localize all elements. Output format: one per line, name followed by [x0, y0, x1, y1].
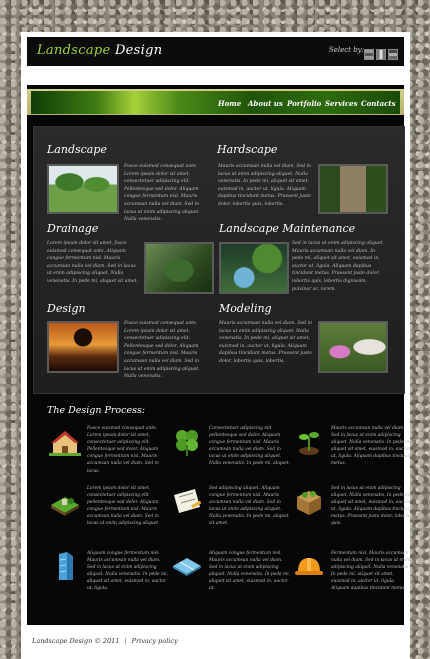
select-by-label: Select by: [328, 46, 364, 54]
process-text: Consectetuer adipiscing elit pellentesque sed dolor. Aliquam congue fermentum nisl. Mauris accumsan nulla vel diam. Sed in lacus ut enim adipiscing aliquet. Nulla venenatis. In pede mi, aliquet. [209, 426, 291, 467]
sprout-icon [293, 425, 325, 457]
section-title-landscape[interactable]: Landscape [47, 143, 107, 156]
nav-contacts[interactable]: Contacts [361, 99, 396, 108]
logo-part2: Design [114, 43, 163, 58]
building-icon [49, 550, 81, 582]
logo-part1: Landscape [37, 43, 111, 58]
maintenance-text: Sed in lacus ut enim adipiscing aliquet. Mauris accumsan nulla vel diam. In pede mi, aliquet sit amet, euismod in, auctor ut, ligula. Aliquam dapibus tincidunt metus. Praesent justo dolor, lobortis quis, lobortis dignissim, pulvinar ac, lorem. [292, 241, 384, 292]
process-text: Aliquam congue fermentum nisl. Mauris accumsan nulla vel diam. Sed in lacus ut enim adipiscing aliquet. Nulla venenatis. In pede mi, aliquet sit amet, euismod in, auctor ut. [209, 551, 291, 592]
modeling-image[interactable] [318, 321, 388, 373]
section-title-design[interactable]: Design [47, 302, 86, 315]
floor-plan-icon [171, 550, 203, 582]
modeling-text: Mauris accumsan nulla vel diam. Sed in lacus ut enim adipiscing aliquet. Nulla venenatis. In pede mi, aliquet sit amet, euismod in, auctor ut, ligula. Aliquam dapibus tincidunt metus. Praesent justo dolor, lobortis quis, lobortis. [219, 321, 313, 364]
logo[interactable] [37, 43, 162, 58]
drainage-text: Lorem ipsum dolor sit amet, fusce euismod consequat ante. Aliquam congue fermentum nisl. Mauris accumsan nulla vel diam. Sed in lacus ut enim adipiscing aliquet. Nulla venenatis. In pede mi, aliquet sit amet. [47, 241, 138, 284]
process-text: Fermentum nisl. Mauris accumsan nulla vel diam. Sed in lacus ut enim adipiscing aliquet. Nulla venenatis. In pede mi, aliquet sit amet, euismod in, auctor ut, ligula. Aliquam dapibus tincidunt metus. [331, 551, 411, 592]
process-item [49, 550, 169, 605]
copyright: Landscape Design © 2011 [32, 637, 120, 645]
process-item [293, 550, 413, 605]
hardscape-image[interactable] [318, 164, 388, 214]
maintenance-image[interactable] [219, 242, 289, 294]
nav-home[interactable]: Home [218, 99, 242, 108]
flag-icon[interactable] [388, 49, 398, 60]
landscape-text: Fusce euismod consequat ante. Lorem ipsum dolor sit amet, consectetuer adipiscing elit. Pellentesque sed dolor. Aliquam congue fermentum nisl. Mauris accumsan nulla vel diam. Sed in lacus ut enim adipiscing aliquet. Nulla venenatis. [124, 164, 200, 223]
land-plot-icon [49, 485, 81, 517]
design-text: Fusce euismod consequat ante. Lorem ipsum dolor sit amet, consectetuer adipiscing elit. Pellentesque sed dolor. Aliquam congue fermentum nisl. Mauris accumsan nulla vel diam. Sed in lacus ut enim adipiscing aliquet. Nulla venenatis. [124, 321, 200, 380]
process-item [171, 550, 291, 605]
footer [32, 637, 178, 645]
section-title-hardscape[interactable]: Hardscape [217, 143, 278, 156]
flag-icon[interactable] [376, 49, 386, 60]
process-text: Mauris accumsan nulla vel diam. Sed in lacus ut enim adipiscing aliquet. Nulla venenatis. In pede mi, aliquet sit amet, euismod in, auctor ut, ligula. Aliquam dapibus tincidunt metus. [331, 426, 413, 467]
blueprint-icon [171, 485, 203, 517]
hard-hat-icon [293, 550, 325, 582]
section-title-modeling[interactable]: Modeling [219, 302, 272, 315]
footer-separator: | [124, 637, 127, 645]
process-text: Sed adipiscing aliquet. Aliquam congue fermentum nisl. Mauris accumsan nulla vel diam. Sed in lacus ut enim adipiscing aliquet. Nulla venenatis. In pede mi, aliquet sit amet. [209, 486, 289, 527]
drainage-image[interactable] [144, 242, 214, 294]
clover-icon [171, 425, 203, 457]
section-title-maintenance[interactable]: Landscape Maintenance [219, 222, 356, 235]
process-text: Fusce euismod consequat ante. Lorem ipsum dolor sit amet, consectetuer adipiscing elit. Pellentesque sed dolor. Aliquam congue fermentum nisl. Mauris accumsan nulla vel diam. Sed in lacus. [87, 426, 159, 474]
nav-about-us[interactable]: About us [248, 99, 283, 108]
process-item [49, 485, 169, 540]
privacy-policy-link[interactable]: Privacy policy [131, 637, 178, 645]
process-text: Sed in lacus ut enim adipiscing aliquet. Nulla venenatis. In pede mi, aliquet sit amet, euismod in, auctor ut, ligula. Aliquam dapibus tincidunt metus. Praesent justo dolor, lobortis quis. [331, 486, 413, 527]
design-image[interactable] [47, 321, 119, 373]
house-icon [49, 425, 81, 457]
process-item [171, 485, 291, 540]
section-title-drainage[interactable]: Drainage [47, 222, 99, 235]
process-item [293, 425, 413, 480]
nav-portfolio[interactable]: Portfolio [287, 99, 322, 108]
hardscape-text: Mauris accumsan nulla vel diam. Sed in lacus ut enim adipiscing aliquet. Nulla venenatis. In pede mi, aliquet sit amet, euismod in, auctor ut, ligula. Aliquam dapibus tincidunt metus. Praesent justo dolor, lobortis quis, lobortis. [218, 164, 312, 207]
header [27, 37, 404, 66]
process-item [171, 425, 291, 480]
process-title: The Design Process: [47, 405, 146, 416]
language-flags [362, 45, 398, 64]
process-item [49, 425, 169, 480]
crate-icon [293, 485, 325, 517]
landscape-image[interactable] [47, 164, 119, 214]
nav-services[interactable]: Services [325, 99, 358, 108]
flag-icon[interactable] [364, 49, 374, 60]
process-item [293, 485, 413, 540]
process-text: Lorem ipsum dolor sit amet, consectetuer adipiscing elit pellentesque sed dolor. Aliquam congue fermentum nisl. Mauris accumsan nulla vel diam. Sed in lacus ut enim adipiscing aliquet. [87, 486, 160, 527]
process-text: Aliquam congue fermentum nisl. Mauris accumsan nulla vel diam. Sed in lacus ut enim adipiscing aliquet. Nulla venenatis. In pede mi, aliquet sit amet, euismod in, auctor ut, ligula. [87, 551, 169, 592]
